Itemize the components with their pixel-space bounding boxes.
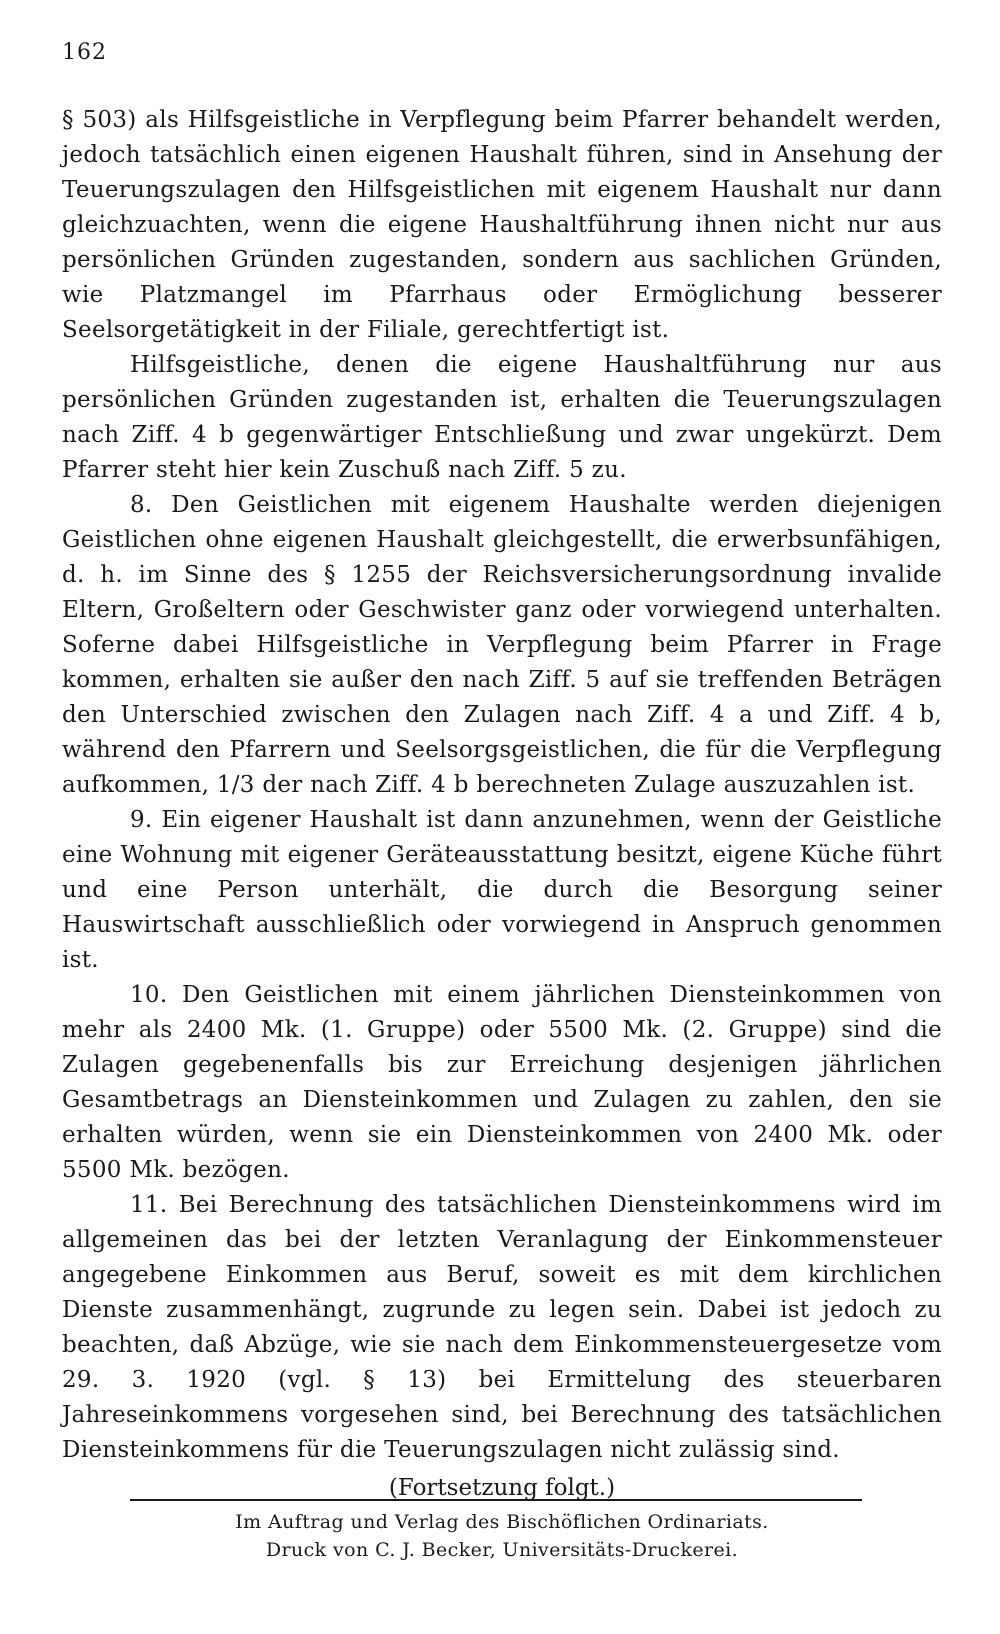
paragraph-hilfsgeistliche: Hilfsgeistliche, denen die eigene Haushaltführung nur aus persönlichen Gründen zugestanden ist, erhalten die Teuerungszulagen nach Ziff. 4 b gegenwärtiger Entschließung und zwar ungekürzt. Dem Pfarrer steht hier kein Zuschuß nach Ziff. 5 zu. bbox=[62, 352, 942, 483]
paragraph-continuation: § 503) als Hilfsgeistliche in Verpflegung beim Pfarrer behandelt werden, jedoch tatsächlich einen eigenen Haushalt führen, sind in Ansehung der Teuerungszulagen den Hilfsgeistlichen mit eigenem Haushalt nur dann gleichzuachten, wenn die eigene Haushaltführung ihnen nicht nur aus persönlichen Gründen zugestanden, sondern aus sachlichen Gründen, wie Platzmangel im Pfarrhaus oder Ermöglichung besserer Seelsorgetätigkeit in der Filiale, gerechtfertigt ist. bbox=[62, 107, 942, 343]
imprint-publisher: Im Auftrag und Verlag des Bischöflichen Ordinariats. bbox=[235, 1511, 769, 1533]
imprint bbox=[62, 1508, 942, 1564]
continued-note: (Fortsetzung folgt.) bbox=[388, 1475, 616, 1501]
paragraph-section-11: 11. Bei Berechnung des tatsächlichen Diensteinkommens wird im allgemeinen das bei der letzten Veranlagung der Einkommensteuer angegebene Einkommen aus Beruf, soweit es mit dem kirchlichen Dienste zusammenhängt, zugrunde zu legen sein. Dabei ist jedoch zu beachten, daß Abzüge, wie sie nach dem Einkommensteuergesetze vom 29. 3. 1920 (vgl. § 13) bei Ermittelung des steuerbaren Jahreseinkommens vorgesehen sind, bei Berechnung des tatsächlichen Diensteinkommens für die Teuerungszulagen nicht zulässig sind. bbox=[62, 1192, 942, 1463]
paragraph-section-10: 10. Den Geistlichen mit einem jährlichen Diensteinkommen von mehr als 2400 Mk. (1. Gruppe) oder 5500 Mk. (2. Gruppe) sind die Zulagen gegebenenfalls bis zur Erreichung desjenigen jährlichen Gesamtbetrags an Diensteinkommen und Zulagen zu zahlen, den sie erhalten würden, wenn sie ein Diensteinkommen von 2400 Mk. oder 5500 Mk. bezögen. bbox=[62, 982, 942, 1183]
paragraph-section-8: 8. Den Geistlichen mit eigenem Haushalte werden diejenigen Geistlichen ohne eigenen Haushalt gleichgestellt, die erwerbsunfähigen, d. h. im Sinne des § 1255 der Reichsversicherungsordnung invalide Eltern, Großeltern oder Geschwister ganz oder vorwiegend unterhalten. Soferne dabei Hilfsgeistliche in Verpflegung beim Pfarrer in Frage kommen, erhalten sie außer den nach Ziff. 5 auf sie treffenden Beträgen den Unterschied zwischen den Zulagen nach Ziff. 4 a und Ziff. 4 b, während den Pfarrern und Seelsorgsgeistlichen, die für die Verpflegung aufkommen, 1/3 der nach Ziff. 4 b berechneten Zulage auszuzahlen ist. bbox=[62, 492, 942, 798]
imprint-printer: Druck von C. J. Becker, Universitäts-Druckerei. bbox=[265, 1539, 739, 1561]
page-number: 162 bbox=[62, 40, 107, 65]
document-page bbox=[62, 40, 942, 1506]
footer-divider bbox=[130, 1499, 862, 1501]
paragraph-section-9: 9. Ein eigener Haushalt ist dann anzunehmen, wenn der Geistliche eine Wohnung mit eigener Geräteausstattung besitzt, eigene Küche führt und eine Person unterhält, die durch die Besorgung seiner Hauswirtschaft ausschließlich oder vorwiegend in Anspruch genommen ist. bbox=[62, 807, 942, 973]
